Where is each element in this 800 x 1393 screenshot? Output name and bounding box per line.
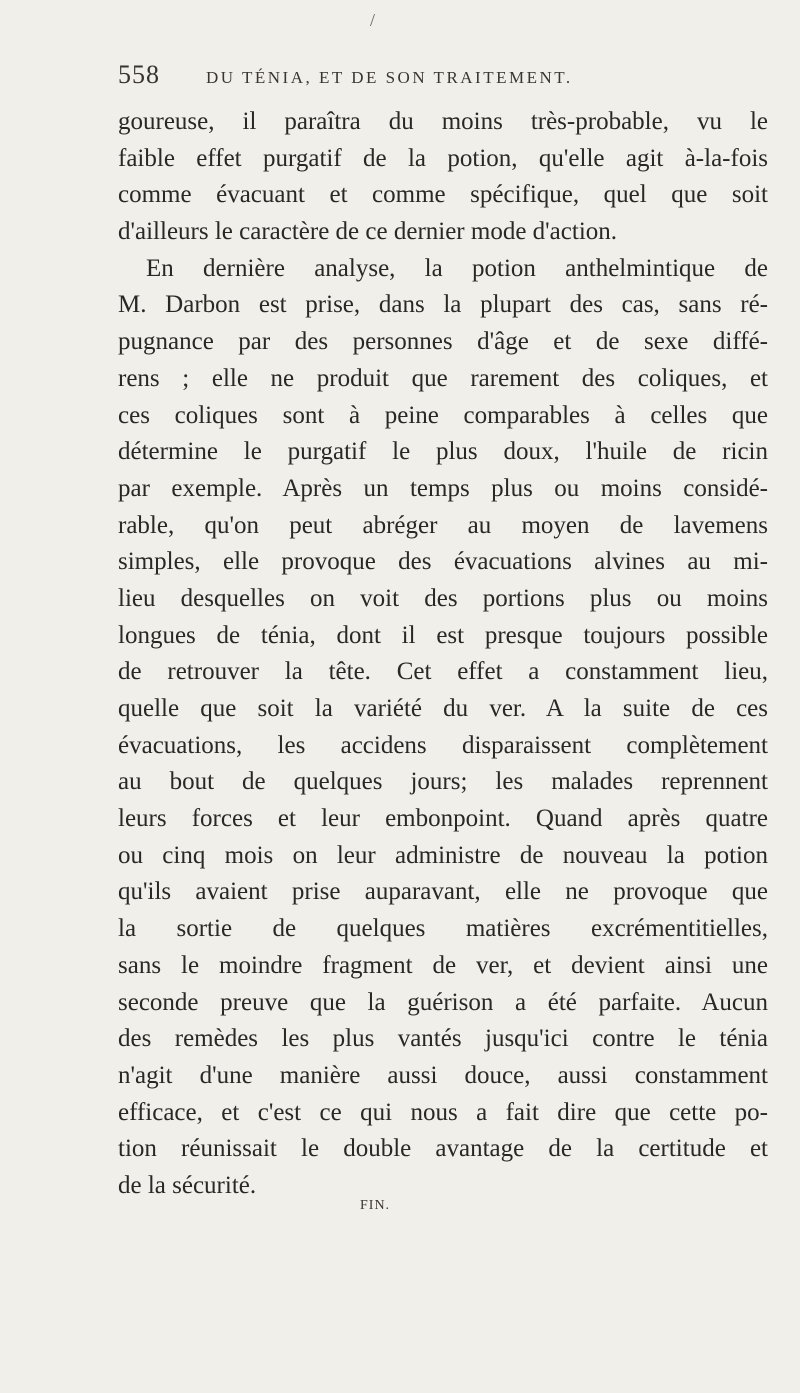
text-line: détermine le purgatif le plus doux, l'huile de ricin (118, 438, 768, 466)
text-line: d'ailleurs le caractère de ce dernier mode d'action. (118, 218, 618, 246)
body-text (118, 104, 768, 1205)
text-line: des remèdes les plus vantés jusqu'ici contre le ténia (118, 1025, 768, 1053)
text-line: faible effet purgatif de la potion, qu'elle agit à-la-fois (118, 144, 768, 172)
text-line: pugnance par des personnes d'âge et de sexe diffé- (118, 328, 768, 356)
end-mark: FIN. (360, 1198, 391, 1213)
running-head: DU TÉNIA, ET DE SON TRAITEMENT. (206, 68, 573, 87)
text-line: ou cinq mois on leur administre de nouveau la potion (118, 841, 768, 869)
text-line: longues de ténia, dont il est presque toujours possible (118, 621, 768, 649)
text-line: comme évacuant et comme spécifique, quel que soit (118, 181, 768, 209)
text-line: simples, elle provoque des évacuations alvines au mi- (118, 548, 768, 576)
text-line: quelle que soit la variété du ver. A la suite de ces (118, 695, 768, 722)
page-header (118, 60, 758, 94)
text-line: n'agit d'une manière aussi douce, aussi constamment (118, 1061, 768, 1089)
text-line: évacuations, les accidens disparaissent complètement (118, 731, 768, 759)
text-line: sans le moindre fragment de ver, et devient ainsi une (118, 951, 768, 979)
text-line: lieu desquelles on voit des portions plus ou moins (118, 584, 768, 612)
text-line: efficace, et c'est ce qui nous a fait dire que cette po- (118, 1098, 768, 1126)
text-line: rens ; elle ne produit que rarement des coliques, et (118, 364, 768, 392)
text-line: au bout de quelques jours; les malades reprennent (118, 768, 768, 796)
text-line: goureuse, il paraîtra du moins très-probable, vu le (118, 108, 768, 135)
text-line: rable, qu'on peut abréger au moyen de lavemens (118, 511, 768, 539)
page-number: 558 (118, 60, 160, 89)
text-line: de retrouver la tête. Cet effet a constamment lieu, (118, 658, 768, 686)
text-line: la sortie de quelques matières excrémentitielles, (118, 915, 768, 943)
text-line: ces coliques sont à peine comparables à celles que (118, 401, 768, 429)
text-line: qu'ils avaient prise auparavant, elle ne provoque que (118, 878, 768, 906)
text-line: par exemple. Après un temps plus ou moins considé- (118, 474, 768, 502)
text-line: M. Darbon est prise, dans la plupart des cas, sans ré- (118, 291, 768, 319)
text-line: En dernière analyse, la potion anthelmintique de (146, 254, 768, 282)
text-line: tion réunissait le double avantage de la certitude et (118, 1135, 768, 1163)
text-line: de la sécurité. (118, 1171, 257, 1199)
text-line: leurs forces et leur embonpoint. Quand après quatre (118, 805, 768, 833)
text-line: seconde preuve que la guérison a été parfaite. Aucun (118, 988, 768, 1016)
top-margin-mark: / (370, 10, 376, 30)
